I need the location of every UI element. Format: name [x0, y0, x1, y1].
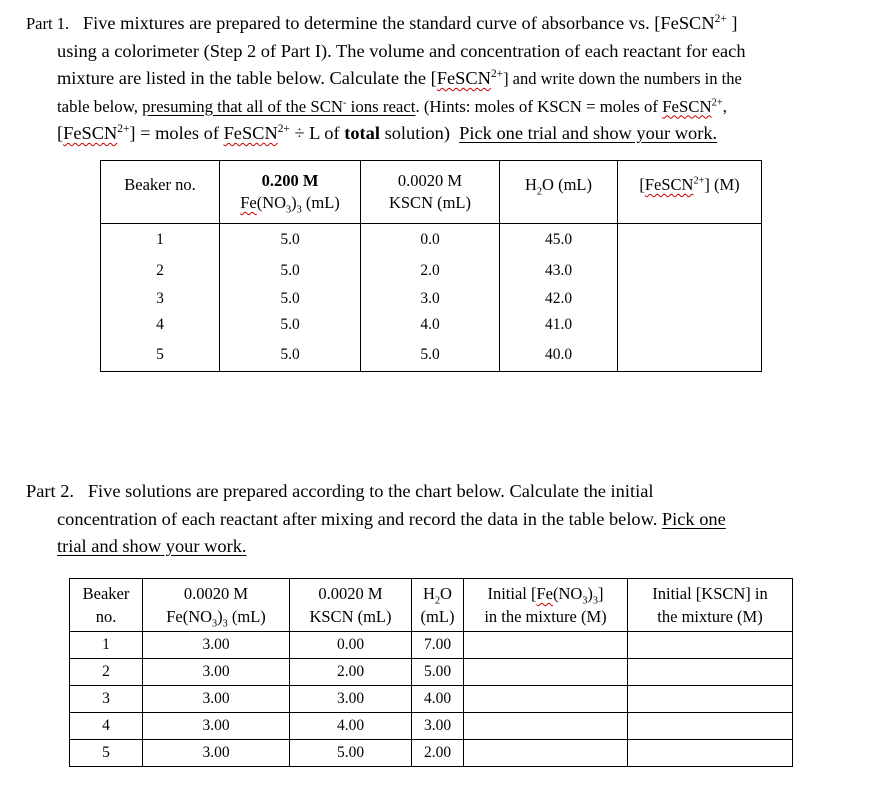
part1-text: solution)	[379, 123, 450, 143]
kscn-volume-cell: 3.00	[290, 686, 412, 713]
header-fe-no3	[143, 579, 290, 632]
species-name: FeSCN	[662, 96, 712, 116]
h2o-volume-cell: 5.00	[412, 659, 464, 686]
part2-line-2	[26, 506, 856, 534]
header-fe-symbol: Fe	[536, 584, 553, 603]
initial-fe-answer-cell[interactable]	[464, 659, 628, 686]
kscn-volume-cell: 5.00	[290, 740, 412, 767]
part1-text: mixture are listed in the table below. Calculate the [	[57, 68, 437, 88]
pick-one-text: Pick one	[661, 508, 726, 529]
initial-kscn-answer-cell[interactable]	[628, 632, 793, 659]
species-name: FeSCN	[644, 175, 694, 194]
header-initial-fe	[464, 579, 628, 632]
superscript: 2+	[277, 122, 290, 135]
header-fe-name: (NO	[256, 193, 287, 212]
header-fescn	[618, 161, 762, 224]
part1-line-4	[26, 93, 856, 121]
h2o-volume-cell: 43.0	[500, 255, 618, 286]
h2o-volume-cell: 45.0	[500, 224, 618, 256]
header-kscn	[290, 579, 412, 632]
fe-volume-cell: 5.0	[220, 338, 361, 372]
beaker-cell: 5	[101, 338, 220, 372]
kscn-volume-cell: 4.0	[361, 312, 500, 338]
beaker-cell: 2	[70, 659, 143, 686]
table-row	[101, 312, 762, 338]
header-beaker-no	[70, 579, 143, 632]
beaker-cell: 3	[70, 686, 143, 713]
header-fe-symbol: Fe	[240, 193, 257, 212]
kscn-volume-cell: 0.00	[290, 632, 412, 659]
table-row	[70, 659, 793, 686]
table-row	[101, 255, 762, 286]
header-initial-kscn-text: Initial [KSCN] in	[652, 584, 768, 603]
initial-fe-answer-cell[interactable]	[464, 632, 628, 659]
pick-one-instruction	[459, 123, 717, 143]
initial-kscn-answer-cell[interactable]	[628, 686, 793, 713]
header-initial-fe-text: Initial [	[487, 584, 537, 603]
beaker-cell: 3	[101, 286, 220, 312]
fe-volume-cell: 5.0	[220, 312, 361, 338]
subscript: 3	[592, 595, 599, 607]
superscript: 2+	[693, 175, 705, 187]
h2o-volume-cell: 4.00	[412, 686, 464, 713]
header-kscn-conc: 0.0020 M	[397, 171, 463, 190]
subscript: 2	[536, 186, 543, 198]
part1-text: ,	[722, 96, 727, 116]
part1-text: ions react	[346, 96, 416, 116]
fe-volume-cell: 3.00	[143, 632, 290, 659]
part1-text: table below,	[57, 96, 143, 116]
fe-volume-cell: 3.00	[143, 713, 290, 740]
kscn-volume-cell: 2.0	[361, 255, 500, 286]
part1-line-1	[26, 10, 856, 38]
header-fe-name: Fe(NO	[166, 607, 213, 626]
part1-text: Five mixtures are prepared to determine the standard curve of absorbance vs. [FeSCN	[82, 13, 715, 33]
initial-fe-answer-cell[interactable]	[464, 686, 628, 713]
header-fe-unit: (mL)	[227, 607, 266, 626]
header-initial-kscn-text: the mixture (M)	[657, 607, 763, 626]
fescn-answer-cell[interactable]	[618, 338, 762, 372]
header-kscn-name: KSCN (mL)	[309, 607, 392, 626]
beaker-cell: 4	[101, 312, 220, 338]
table-row	[101, 224, 762, 256]
part1-text: ] and write down the numbers in the	[503, 69, 742, 88]
header-kscn	[361, 161, 500, 224]
header-fe-unit: (mL)	[301, 193, 340, 212]
h2o-volume-cell: 3.00	[412, 713, 464, 740]
header-fe-conc: 0.200 M	[261, 171, 319, 190]
initial-kscn-answer-cell[interactable]	[628, 713, 793, 740]
part1-line-5	[26, 120, 856, 148]
header-fescn-text: ] (M)	[704, 175, 740, 194]
pick-one-text: Pick one	[459, 123, 524, 143]
header-h2o-text: O	[440, 584, 452, 603]
superscript: 2+	[490, 67, 504, 80]
kscn-volume-cell: 2.00	[290, 659, 412, 686]
part1-text: using a colorimeter (Step 2 of Part I). The volume and concentration of each reactant for each	[57, 40, 746, 61]
part1-text: ÷ L of	[289, 123, 345, 143]
fe-volume-cell: 3.00	[143, 659, 290, 686]
species-name: FeSCN	[63, 123, 118, 143]
part2-instructions	[26, 478, 856, 561]
h2o-volume-cell: 40.0	[500, 338, 618, 372]
fescn-answer-cell[interactable]	[618, 255, 762, 286]
header-fe-conc: 0.0020 M	[183, 584, 249, 603]
h2o-volume-cell: 41.0	[500, 312, 618, 338]
part1-line-3	[26, 65, 856, 93]
table-row	[70, 686, 793, 713]
trial-text: trial and show your work.	[523, 123, 718, 143]
header-h2o	[500, 161, 618, 224]
superscript: 2+	[117, 122, 130, 135]
header-h2o-text: H	[423, 584, 435, 603]
fescn-answer-cell[interactable]	[618, 312, 762, 338]
fe-volume-cell: 3.00	[143, 686, 290, 713]
beaker-cell: 1	[101, 224, 220, 256]
header-beaker-text: Beaker	[82, 584, 130, 603]
h2o-volume-cell: 7.00	[412, 632, 464, 659]
table-header-row	[70, 579, 793, 632]
fe-volume-cell: 5.0	[220, 224, 361, 256]
header-beaker-text: no.	[95, 607, 117, 626]
part2-label: Part 2.	[26, 481, 75, 501]
header-fe-name: )	[291, 193, 297, 212]
table-row	[70, 713, 793, 740]
header-fescn-text: [	[639, 175, 645, 194]
table-row	[70, 632, 793, 659]
initial-kscn-answer-cell[interactable]	[628, 740, 793, 767]
species-name: FeSCN	[223, 123, 278, 143]
fe-volume-cell: 3.00	[143, 740, 290, 767]
header-beaker-no: Beaker no.	[101, 161, 220, 224]
beaker-cell: 5	[70, 740, 143, 767]
superscript: 2+	[711, 96, 723, 108]
header-h2o-text: H	[525, 175, 537, 194]
part1-hint: . (Hints: moles of KSCN = moles of	[415, 96, 663, 116]
initial-kscn-answer-cell[interactable]	[628, 659, 793, 686]
part2-line-1	[26, 478, 856, 506]
bold-total: total	[344, 123, 380, 143]
subscript: 3	[286, 204, 292, 216]
part1-text: ] = moles of	[129, 123, 224, 143]
header-kscn-name: KSCN (mL)	[388, 193, 472, 212]
h2o-volume-cell: 42.0	[500, 286, 618, 312]
table-header-row	[101, 161, 762, 224]
trial-text: trial and show your work.	[57, 536, 247, 556]
part2-text: concentration of each reactant after mixing and record the data in the table below.	[57, 508, 662, 529]
subscript: 3	[212, 618, 218, 630]
header-initial-fe-text: in the mixture (M)	[484, 607, 607, 626]
initial-fe-answer-cell[interactable]	[464, 713, 628, 740]
subscript: 3	[582, 595, 588, 607]
header-initial-fe-text: )	[587, 584, 593, 603]
fe-volume-cell: 5.0	[220, 255, 361, 286]
table-row	[101, 338, 762, 372]
subscript: 2	[434, 595, 441, 607]
fe-volume-cell: 5.0	[220, 286, 361, 312]
part1-text: [	[57, 123, 64, 143]
part1-text: ]	[726, 13, 738, 33]
subscript: 3	[222, 618, 228, 630]
kscn-volume-cell: 4.00	[290, 713, 412, 740]
superscript: -	[343, 96, 347, 108]
subscript: 3	[296, 204, 302, 216]
table-row	[70, 740, 793, 767]
header-h2o-text: O (mL)	[542, 175, 592, 194]
fescn-answer-cell[interactable]	[618, 224, 762, 256]
initial-fe-answer-cell[interactable]	[464, 740, 628, 767]
header-fe-no3	[220, 161, 361, 224]
header-kscn-conc: 0.0020 M	[318, 584, 383, 603]
part1-table	[100, 160, 762, 372]
part1-instructions	[26, 10, 856, 148]
table-row	[101, 286, 762, 312]
part1-text: presuming that all of the SCN	[142, 96, 344, 116]
header-initial-fe-text: ]	[598, 584, 604, 603]
header-h2o	[412, 579, 464, 632]
species-name: FeSCN	[436, 68, 491, 88]
header-initial-kscn	[628, 579, 793, 632]
beaker-cell: 1	[70, 632, 143, 659]
header-fe-name: )	[217, 607, 223, 626]
part2-line-3	[26, 533, 856, 561]
beaker-cell: 4	[70, 713, 143, 740]
kscn-volume-cell: 3.0	[361, 286, 500, 312]
part2-text: Five solutions are prepared according to the chart below. Calculate the initial	[87, 481, 654, 501]
fescn-answer-cell[interactable]	[618, 286, 762, 312]
header-h2o-unit: (mL)	[420, 607, 455, 626]
header-initial-fe-text: (NO	[552, 584, 583, 603]
h2o-volume-cell: 2.00	[412, 740, 464, 767]
beaker-cell: 2	[101, 255, 220, 286]
part2-table	[69, 578, 793, 767]
kscn-volume-cell: 5.0	[361, 338, 500, 372]
part1-line-2	[26, 38, 856, 66]
kscn-volume-cell: 0.0	[361, 224, 500, 256]
part1-label: Part 1.	[26, 14, 70, 33]
superscript: 2+	[714, 12, 727, 25]
